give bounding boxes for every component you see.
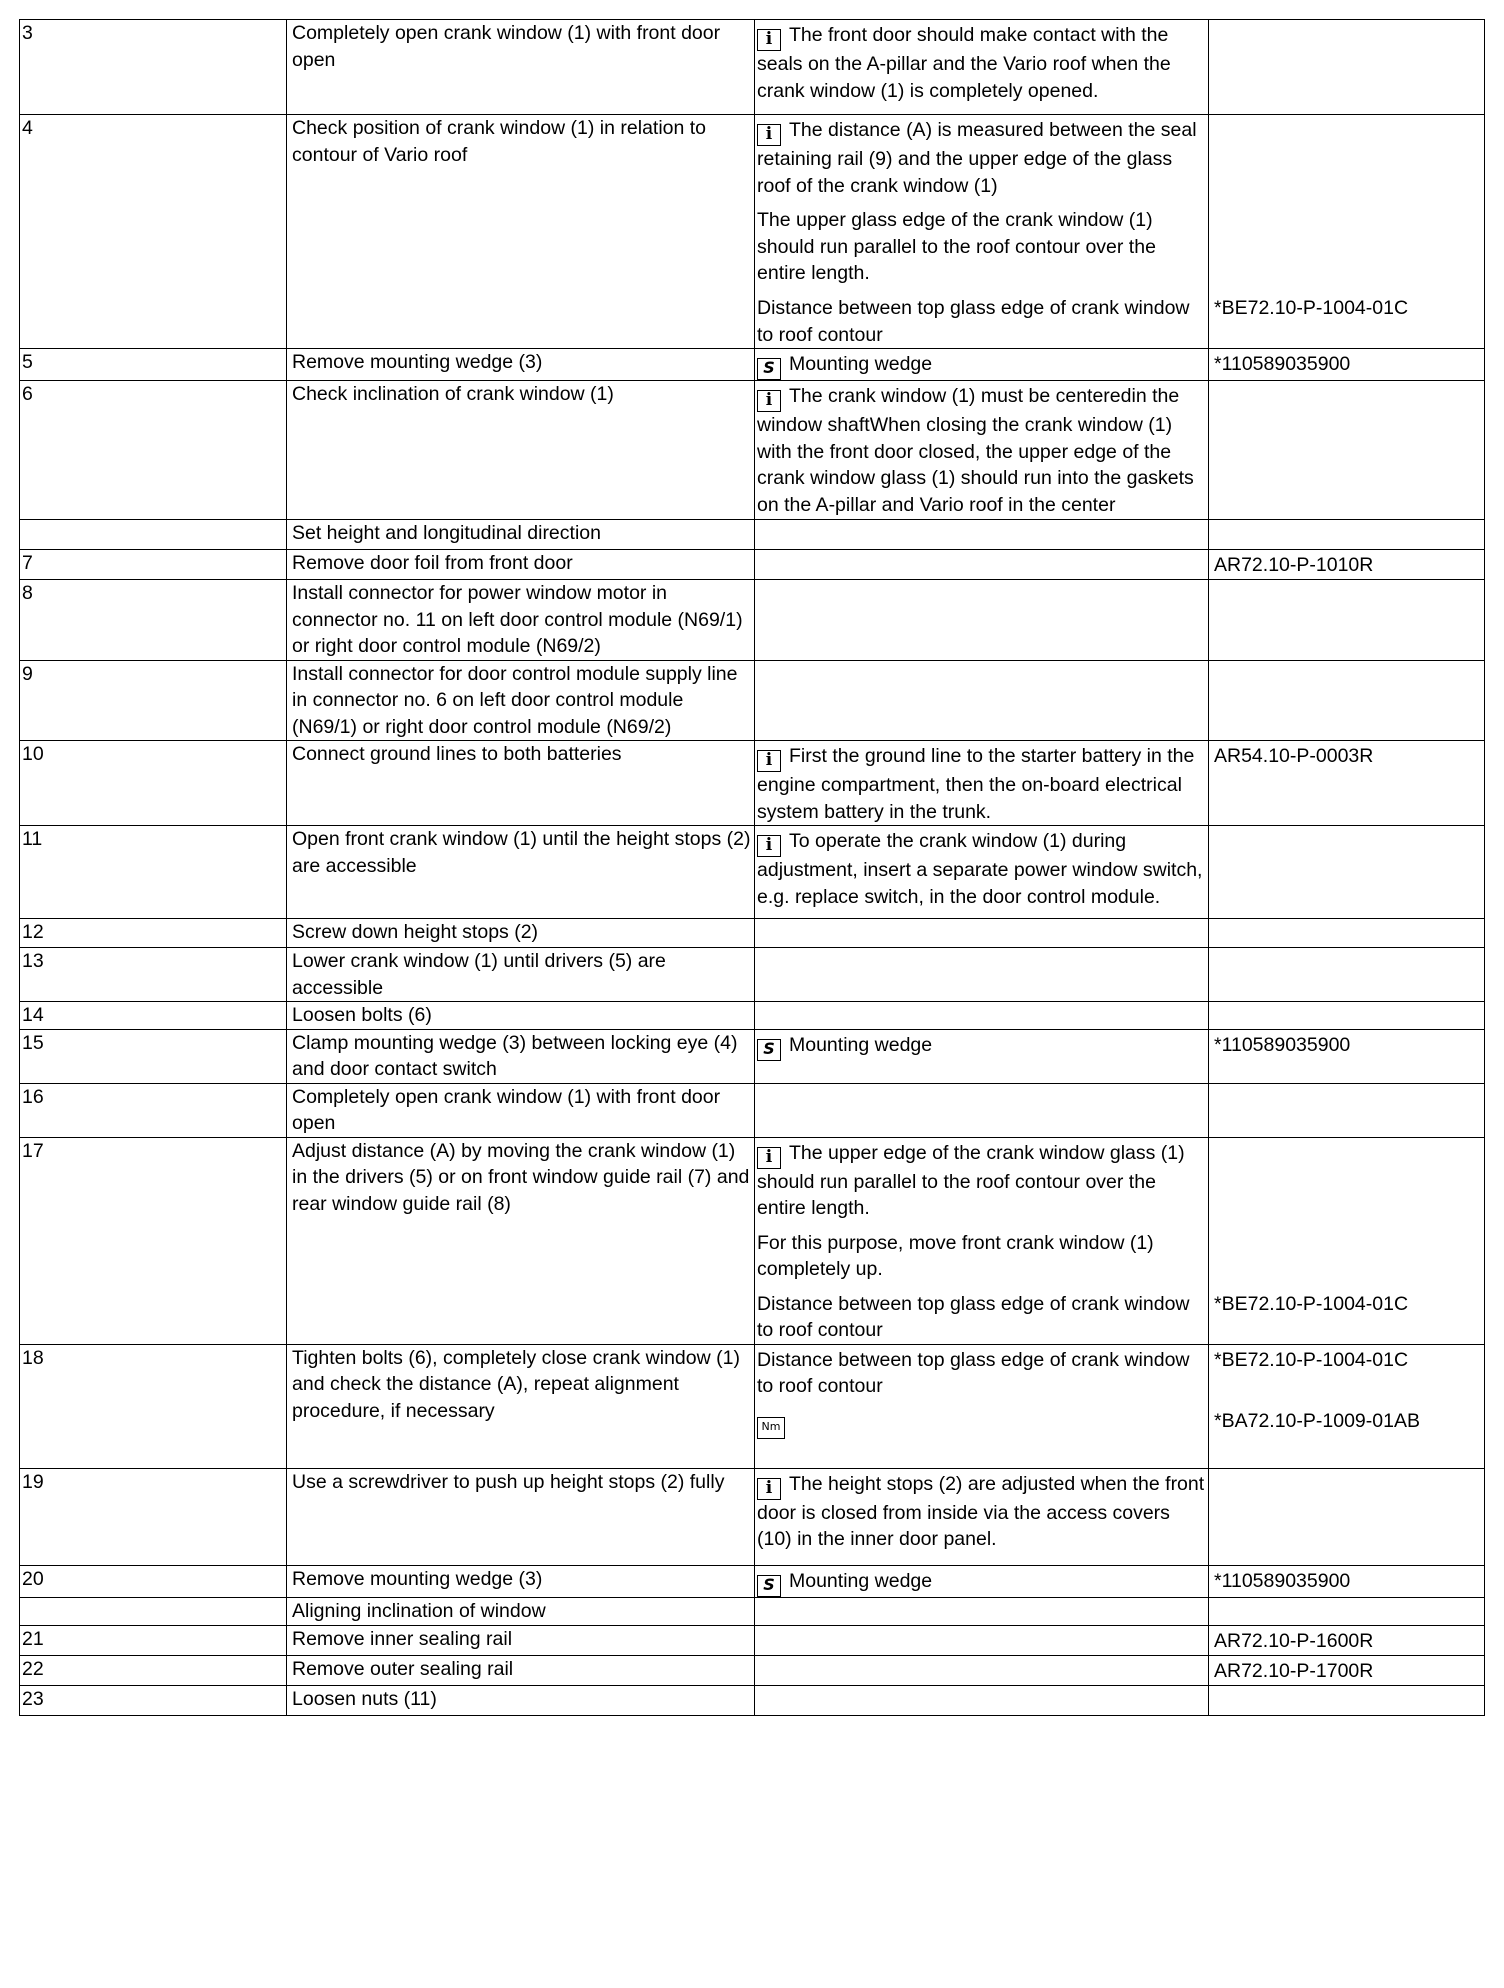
- table-row: [20, 948, 1485, 1002]
- step-number: [20, 520, 287, 550]
- step-note: [755, 1655, 1209, 1685]
- reference-code: *BE72.10-P-1004-01C: [1214, 1292, 1409, 1315]
- note-paragraph: [757, 22, 1206, 104]
- step-number: 11: [20, 826, 287, 919]
- reference-code: [1214, 383, 1482, 518]
- step-number: 3: [20, 20, 287, 115]
- reference-code: [1214, 117, 1482, 199]
- step-description: Lower crank window (1) until drivers (5) are accessible: [287, 948, 755, 1002]
- step-reference: [1209, 349, 1485, 381]
- info-icon: i: [757, 124, 781, 146]
- reference-code: [1214, 1230, 1482, 1283]
- step-description: Connect ground lines to both batteries: [287, 741, 755, 826]
- note-paragraph: [757, 1291, 1206, 1344]
- note-text: Mounting wedge: [789, 1033, 933, 1056]
- step-note: [755, 660, 1209, 741]
- step-reference: [1209, 115, 1485, 349]
- special-tool-icon: S: [757, 358, 781, 380]
- info-icon: i: [757, 29, 781, 51]
- step-number: 21: [20, 1625, 287, 1655]
- step-note: [755, 826, 1209, 919]
- step-note: [755, 550, 1209, 580]
- step-note: [755, 1685, 1209, 1715]
- reference-code: [1214, 1471, 1482, 1553]
- step-description: Set height and longitudinal direction: [287, 520, 755, 550]
- table-row: [20, 1655, 1485, 1685]
- table-row: [20, 1344, 1485, 1468]
- table-row: [20, 1083, 1485, 1137]
- step-note: [755, 741, 1209, 826]
- info-icon: i: [757, 835, 781, 857]
- step-note: [755, 115, 1209, 349]
- step-note: [755, 1625, 1209, 1655]
- table-row: [20, 1597, 1485, 1625]
- step-description: Install connector for door control module supply line in connector no. 6 on left door control module (N69/1) or right door control module (N69/2): [287, 660, 755, 741]
- info-icon: i: [757, 750, 781, 772]
- table-row: [20, 349, 1485, 381]
- step-note: [755, 1137, 1209, 1344]
- note-text: For this purpose, move front crank window (1) completely up.: [757, 1231, 1154, 1280]
- step-note: [755, 1002, 1209, 1030]
- note-paragraph: [757, 117, 1206, 199]
- step-note: [755, 580, 1209, 661]
- reference-code: [1214, 828, 1482, 910]
- step-description: Loosen bolts (6): [287, 1002, 755, 1030]
- step-description: Adjust distance (A) by moving the crank window (1) in the drivers (5) or on front window guide rail (7) and rear window guide rail (8): [287, 1137, 755, 1344]
- step-reference: [1209, 1002, 1485, 1030]
- note-paragraph: [757, 552, 1206, 579]
- step-number: 16: [20, 1083, 287, 1137]
- table-row: [20, 1002, 1485, 1030]
- step-number: 23: [20, 1685, 287, 1715]
- step-reference: [1209, 1655, 1485, 1685]
- note-text: The upper glass edge of the crank window (1) should run parallel to the roof contour over the entire length.: [757, 209, 1156, 284]
- table-row: [20, 1625, 1485, 1655]
- note-text: The height stops (2) are adjusted when the front door is closed from inside via the access covers (10) in the inner door panel.: [757, 1472, 1205, 1550]
- step-description: Use a screwdriver to push up height stops (2) fully: [287, 1468, 755, 1565]
- step-reference: [1209, 381, 1485, 520]
- note-paragraph: [757, 1471, 1206, 1553]
- step-number: 5: [20, 349, 287, 381]
- step-reference: [1209, 741, 1485, 826]
- repair-procedure-document: [19, 19, 1474, 1716]
- note-text: The upper edge of the crank window glass (1) should run parallel to the roof contour over the entire length.: [757, 1141, 1185, 1219]
- step-number: 7: [20, 550, 287, 580]
- step-description: Tighten bolts (6), completely close crank window (1) and check the distance (A), repeat alignment procedure, if necessary: [287, 1344, 755, 1468]
- reference-code: AR72.10-P-1700R: [1214, 1659, 1374, 1682]
- table-row: [20, 550, 1485, 580]
- reference-code: *BE72.10-P-1004-01C: [1214, 1348, 1409, 1371]
- reference-code: *BA72.10-P-1009-01AB: [1214, 1409, 1420, 1432]
- procedure-steps-table: [19, 19, 1485, 1716]
- torque-icon: Nm: [757, 1417, 785, 1439]
- step-number: 9: [20, 660, 287, 741]
- reference-code: [1214, 1140, 1482, 1222]
- note-text: The crank window (1) must be centeredin the window shaftWhen closing the crank window (1) with the front door closed, the upper edge of the crank window glass (1) should run into the gaskets on the A-pillar and Vario roof in the center: [757, 385, 1194, 516]
- procedure-steps-body: [20, 20, 1485, 1716]
- step-description: Completely open crank window (1) with front door open: [287, 20, 755, 115]
- info-icon: i: [757, 1478, 781, 1500]
- note-paragraph: [757, 1628, 1206, 1655]
- note-text: Mounting wedge: [789, 1569, 933, 1592]
- table-row: [20, 1029, 1485, 1083]
- note-paragraph: [757, 1658, 1206, 1685]
- step-reference: [1209, 948, 1485, 1002]
- table-row: [20, 381, 1485, 520]
- step-reference: [1209, 660, 1485, 741]
- step-description: Loosen nuts (11): [287, 1685, 755, 1715]
- reference-code: *110589035900: [1214, 1033, 1351, 1056]
- note-text: Distance between top glass edge of crank window to roof contour: [757, 297, 1190, 346]
- step-number: 8: [20, 580, 287, 661]
- step-number: 19: [20, 1468, 287, 1565]
- note-text: Distance between top glass edge of crank window to roof contour: [757, 1292, 1190, 1341]
- table-row: [20, 520, 1485, 550]
- note-paragraph: [757, 1032, 1206, 1061]
- note-paragraph: [757, 743, 1206, 825]
- table-row: [20, 826, 1485, 919]
- note-text: Mounting wedge: [789, 353, 933, 375]
- step-description: Remove outer sealing rail: [287, 1655, 755, 1685]
- step-description: Remove mounting wedge (3): [287, 1565, 755, 1597]
- step-note: [755, 20, 1209, 115]
- table-row: [20, 580, 1485, 661]
- reference-code: *BE72.10-P-1004-01C: [1214, 297, 1409, 319]
- step-number: 13: [20, 948, 287, 1002]
- step-note: [755, 349, 1209, 381]
- note-text: First the ground line to the starter battery in the engine compartment, then the on-board electrical system battery in the trunk.: [757, 745, 1195, 823]
- note-text: The front door should make contact with the seals on the A-pillar and the Vario roof when the crank window (1) is completely opened.: [757, 24, 1171, 102]
- step-number: 22: [20, 1655, 287, 1685]
- table-row: [20, 919, 1485, 948]
- special-tool-icon: S: [757, 1039, 781, 1061]
- step-reference: [1209, 1029, 1485, 1083]
- step-description: Aligning inclination of window: [287, 1597, 755, 1625]
- reference-code: AR72.10-P-1600R: [1214, 1629, 1374, 1652]
- step-reference: [1209, 1468, 1485, 1565]
- step-note: [755, 1597, 1209, 1625]
- step-number: 17: [20, 1137, 287, 1344]
- step-number: 15: [20, 1029, 287, 1083]
- step-number: 10: [20, 741, 287, 826]
- step-reference: [1209, 1685, 1485, 1715]
- step-note: [755, 919, 1209, 948]
- step-reference: [1209, 1565, 1485, 1597]
- step-note: [755, 520, 1209, 550]
- step-description: Completely open crank window (1) with front door open: [287, 1083, 755, 1137]
- step-description: Screw down height stops (2): [287, 919, 755, 948]
- info-icon: i: [757, 1147, 781, 1169]
- step-reference: [1209, 826, 1485, 919]
- step-reference: [1209, 1625, 1485, 1655]
- step-number: 18: [20, 1344, 287, 1468]
- step-number: 12: [20, 919, 287, 948]
- step-number: 14: [20, 1002, 287, 1030]
- step-description: Install connector for power window motor in connector no. 11 on left door control module (N69/1) or right door control module (N69/2): [287, 580, 755, 661]
- reference-code: AR54.10-P-0003R: [1214, 745, 1374, 767]
- note-paragraph: [757, 207, 1206, 287]
- reference-code: AR72.10-P-1010R: [1214, 554, 1374, 576]
- step-note: [755, 1344, 1209, 1468]
- note-paragraph: [757, 1408, 1206, 1439]
- step-number: 6: [20, 381, 287, 520]
- step-number: [20, 1597, 287, 1625]
- note-paragraph: [757, 1347, 1206, 1400]
- step-reference: [1209, 20, 1485, 115]
- note-paragraph: [757, 1230, 1206, 1283]
- step-reference: [1209, 1344, 1485, 1468]
- note-text: To operate the crank window (1) during adjustment, insert a separate power window switch, e.g. replace switch, in the door control module.: [757, 830, 1203, 908]
- table-row: [20, 115, 1485, 349]
- note-text: Distance between top glass edge of crank window to roof contour: [757, 1348, 1190, 1397]
- table-row: [20, 741, 1485, 826]
- step-description: Remove door foil from front door: [287, 550, 755, 580]
- table-row: [20, 1137, 1485, 1344]
- step-description: Check inclination of crank window (1): [287, 381, 755, 520]
- step-description: Open front crank window (1) until the height stops (2) are accessible: [287, 826, 755, 919]
- step-number: 4: [20, 115, 287, 349]
- step-note: [755, 1083, 1209, 1137]
- table-row: [20, 1685, 1485, 1715]
- step-reference: [1209, 1083, 1485, 1137]
- step-reference: [1209, 1137, 1485, 1344]
- reference-code: *110589035900: [1214, 353, 1351, 375]
- reference-code: *110589035900: [1214, 1569, 1351, 1592]
- table-row: [20, 1468, 1485, 1565]
- table-row: [20, 660, 1485, 741]
- note-paragraph: [757, 1140, 1206, 1222]
- step-description: Check position of crank window (1) in relation to contour of Vario roof: [287, 115, 755, 349]
- step-note: [755, 1565, 1209, 1597]
- table-row: [20, 20, 1485, 115]
- step-note: [755, 381, 1209, 520]
- info-icon: i: [757, 390, 781, 412]
- note-paragraph: [757, 383, 1206, 518]
- note-paragraph: [757, 828, 1206, 910]
- step-number: 20: [20, 1565, 287, 1597]
- reference-code: [1214, 22, 1482, 104]
- step-reference: [1209, 580, 1485, 661]
- step-reference: [1209, 919, 1485, 948]
- note-paragraph: [757, 1568, 1206, 1597]
- step-description: Remove mounting wedge (3): [287, 349, 755, 381]
- step-note: [755, 948, 1209, 1002]
- step-note: [755, 1029, 1209, 1083]
- step-note: [755, 1468, 1209, 1565]
- step-reference: [1209, 550, 1485, 580]
- step-reference: [1209, 520, 1485, 550]
- table-row: [20, 1565, 1485, 1597]
- step-description: Clamp mounting wedge (3) between locking eye (4) and door contact switch: [287, 1029, 755, 1083]
- note-text: The distance (A) is measured between the seal retaining rail (9) and the upper edge of the glass roof of the crank window (1): [757, 119, 1197, 197]
- step-reference: [1209, 1597, 1485, 1625]
- reference-code: [1214, 207, 1482, 287]
- note-paragraph: [757, 351, 1206, 380]
- special-tool-icon: S: [757, 1575, 781, 1597]
- note-paragraph: [757, 295, 1206, 348]
- step-description: Remove inner sealing rail: [287, 1625, 755, 1655]
